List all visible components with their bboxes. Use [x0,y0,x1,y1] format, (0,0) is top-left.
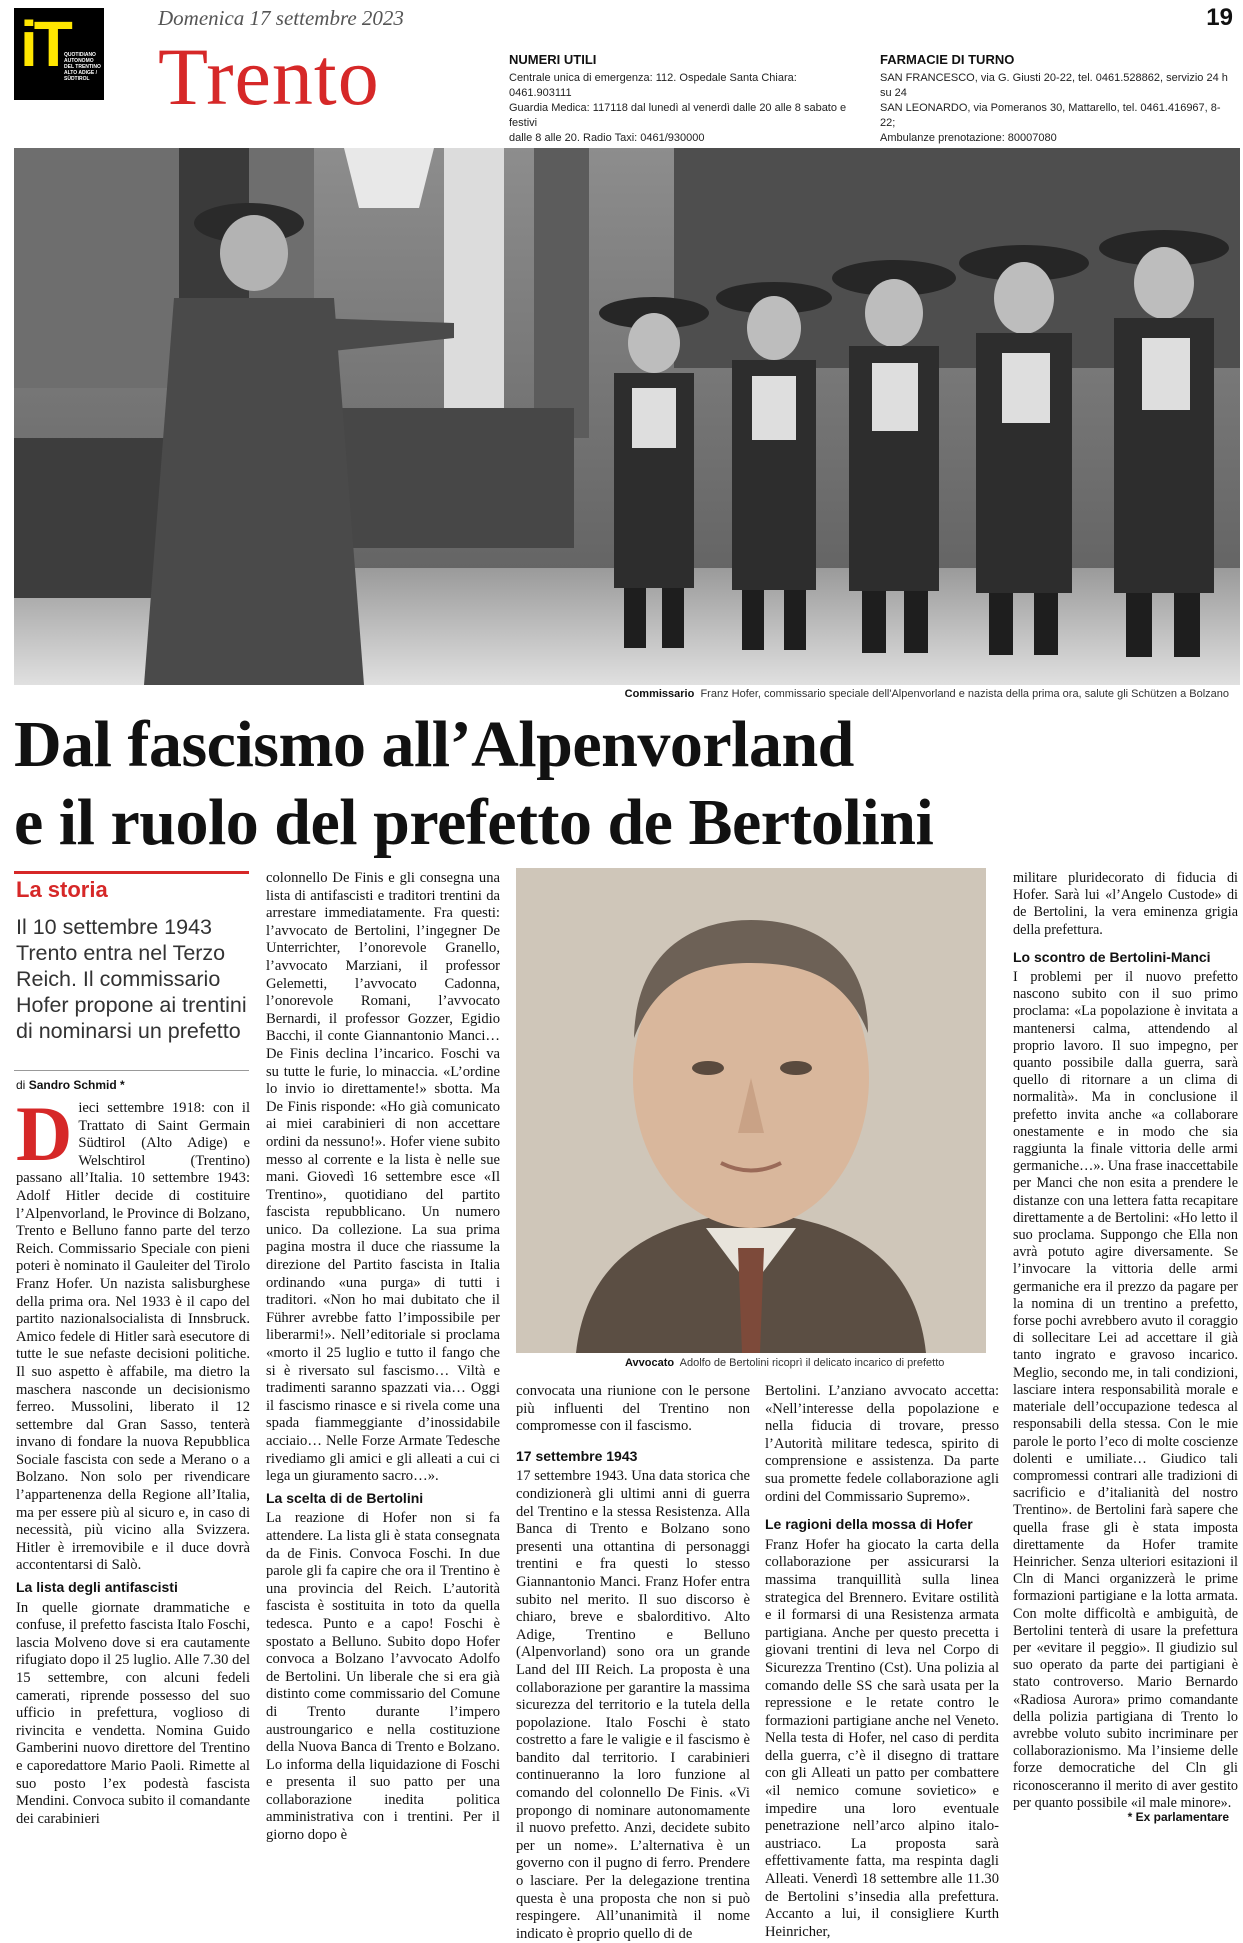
useful-numbers-box [509,52,849,146]
subheading-scontro: Lo scontro de Bertolini-Manci [1013,948,1211,965]
subheading-ragioni: Le ragioni della mossa di Hofer [765,1516,973,1533]
useful-numbers-line: Guardia Medica: 117118 dal lunedì al venerdì dalle 20 alle 8 sabato e festivi [509,102,847,129]
subheading-17-settembre: 17 settembre 1943 [516,1447,638,1464]
subheading-antifascisti: La lista degli antifascisti [16,1579,178,1596]
col5-paragraph-2: I problemi per il nuovo prefetto nascono subito con il suo primo proclama: «La popolazione è invitata a mantenersi calma, attendendo al proprio lavoro. Il suo impegno, per quanto possibile dalla guerra, sarà quello di ritornare a un clima di normalità». Ma in conclusione il prefetto invita anche «a collaborare onestamente e in modo che sia raggiunta la finale vittoria delle armi germaniche…». Una frase inaccettabile per Manci che non esita a prendere le distanze con una lettera fatta recapitare direttamente a de Bertolini: «Ho letto il suo proclama. Suppongo che Ella non avrà potuto agire diversamente. Se l’invocare la vittoria delle armi germaniche era il prezzo da pagare per la nomina di un trentino a prefetto, forse pochi avrebbero avuto il coraggio di sollecitare Lei ad accettare il già tanto ingrato e gravoso incarico. Meglio, secondo me, in tali condizioni, lasciare intera responsabilità morale e materiale dell’occupazione tedesca al responsabili della stessa. Con le mie parole le porto l’eco di molte coscienze dolenti e umiliate… Giudico tali compromessi contrari alle tradizioni di sacrificio e d’italianità del nostro Trentino». de Bertolini farà sapere che quella frase gli è stata imposta direttamente da Hofer tramite Heinricher. Senza ulteriori esitazioni il Cln di Manci organizzerà le prime formazioni partigiane e la lotta armata. Con molte difficoltà e ambiguità, de Bertolini tenterà di usare la prefettura per «evitare il peggio». Il giudizio sul suo operato da parte dei partigiani è stato controverso. Mario Bernardo «Radiosa Aurora» primo comandante della polizia partigiana di Trento lo avrebbe voluto subito incriminare per collaborazionismo. Ma l’insieme delle forze democratiche del Cln gli riconosceranno il merito di aver gestito per quanto possibile «il male minore». [1013,969,1238,1811]
hero-photo [14,148,1240,685]
pharmacies-title: FARMACIE DI TURNO [880,52,1015,67]
portrait-illustration [516,868,986,1353]
portrait-caption-label: Avvocato [625,1357,675,1369]
hero-caption [625,688,1229,700]
hero-caption-text: Franz Hofer, commissario speciale dell'Alpenvorland e nazista della prima ora, salute gli Schützen a Bolzano [700,688,1229,700]
portrait-photo [516,868,986,1353]
author-footnote: * Ex parlamentare [1127,1810,1229,1824]
col5-paragraph-1: militare pluridecorato di fiducia di Hofer. Sarà lui «l’Angelo Custode» di de Bertolini, la vera eminenza grigia della prefettura. [1013,870,1238,938]
col3-paragraph-2: 17 settembre 1943. Una data storica che condizionerà gli ultimi anni di guerra del Trentino e la stessa Resistenza. Alla Banca di Trento e Bolzano sono presenti una ottantina di personaggi trentini e fra questi lo stesso Giannantonio Manci. Franz Hofer entra subito nel merito. Il suo discorso è chiaro, breve e sbalorditivo. Alto Adige, Trentino e Belluno (Alpenvorland) sono ora un grande Land del III Reich. La proposta è una collaborazione per garantire la massima sicurezza del territorio e la tutela della popolazione. Italo Foschi è stato costretto a fare le valigie e il fascismo è bandito dal territorio. I carabinieri continueranno la loro funzione al comando del colonnello De Finis. «Vi propongo di nominare autonomamente il nuovo prefetto. Anzi, decidete subito per un nome». L’alternativa è un governo con il pugno di ferro. Prendere o lasciare. Per la delegazione trentina questa è una proposta che non si può respingere. All’unanimità il nome indicato è proprio quello di de [516,1468,750,1942]
headline [14,706,1240,862]
article-column-5 [1013,870,1238,1812]
drop-cap: D [16,1090,73,1177]
col1-paragraph-2: In quelle giornate drammatiche e confuse, il prefetto fascista Italo Foschi, lascia Molveno dove si era cautamente rifugiato dopo il 25 luglio. Alle 7.30 del 15 settembre, con alcuni fedeli camerati, riprende possesso del suo ufficio in prefettura, voglioso di rivincita e vendetta. Nomina Guido Gamberini nuovo direttore del Trentino e caporedattore Mario Paoli. Rimette al suo posto l’ex podestà fascista Mendini. Convoca subito il comandante dei carabinieri [16,1599,250,1827]
headline-line-2: e il ruolo del prefetto de Bertolini [14,786,934,859]
kicker-rule [14,871,249,874]
byline-author: Sandro Schmid * [28,1078,125,1092]
col2-paragraph-1: colonnello De Finis e gli consegna una lista di antifascisti e traditori trentini da arrestare immediatamente. Fra questi: l’avvocato de Bertolini, l’ingegner De Unterrichter, l’onorevole Granello, l’avvocato Marziani, il professor Gelemetti, l’avvocato Cadonna, l’onorevole Romani, l’avvocato Bernardi, il professor Gozzer, Egidio Bacchi, il conte Giannantonio Manci… De Finis declina l’incarico. Foschi va su tutte le furie, lo minaccia. «L’ordine lo invio io direttamente!» sbotta. Ma De Finis risponde: «Ho già comunicato ai miei carabinieri di non accettare ordini da nessuno!». Hofer viene subito messo al corrente e la lista è nelle sue mani. Giovedì 16 settembre esce «Il Trentino», quotidiano del partito fascista repubblicano. Un numero unico. Da collezione. La sua prima pagina mostra il duce che riassume la direzione del Partito fascista in Italia ordinando «una purga» di tutti i traditori. «Non ho mai dubitato che il Führer avrebbe fatto l’impossibile per liberarmi!». Nell’editoriale si proclama «morto il 25 luglio e tutto il fango che si è riversato sul fascismo… Viltà e tradimenti saranno spazzati via… Oggi il fascismo rinasce e si rivela come una spada fiammeggiante d’inossidabile acciaio… Nelle Forze Armate Tedesche rivediamo gli amici e gli alleati a cui ci lega un giuramento sacro…». [266,870,500,1485]
portrait-caption-text: Adolfo de Bertolini ricoprì il delicato incarico di prefetto [679,1357,945,1369]
col4-paragraph-1: Bertolini. L’anziano avvocato accetta: «Nell’interesse della popolazione e nella fiducia di trovare, presso l’Autorità militare tedesca, spirito di comprensione e assistenza. Da parte sua promette fedele collaborazione agli ordini del Commissario Supremo». [765,1383,999,1505]
col3-paragraph-1: convocata una riunione con le persone più influenti del Trentino non compromesse con il fascismo. [516,1383,750,1435]
logo-tagline: QUOTIDIANO AUTONOMO DEL TRENTINO ALTO ADIGE / SÜDTIROL [64,52,101,82]
byline-prefix: di [16,1078,26,1092]
portrait-caption [625,1357,944,1369]
article-column-3 [516,1383,750,1943]
page-number: 19 [1206,4,1233,31]
issue-date: Domenica 17 settembre 2023 [158,6,404,30]
pharmacies-box [880,52,1235,146]
col2-paragraph-2: La reazione di Hofer non si fa attendere. La lista gli è stata consegnata da de Finis. Convoca Foschi. In due parole gli fa capire che ora il Trentino è una provincia del Reich. L’autorità fascista è sostituita in toto da quella tedesca. Punto e a capo! Foschi è spostato a Belluno. Subito dopo Hofer convoca a Bolzano l’avvocato Adolfo de Bertolini. Un liberale che si era già distinto come commissario del Comune di Trento durante l’impero austroungarico e nella costituzione della Nuova Banca di Trento e Bolzano. Lo informa della liquidazione di Foschi e presenta il suo patto per una collaborazione inedita politica amministrativa con i trentini. Per il giorno dopo è [266,1510,500,1844]
col4-paragraph-2: Franz Hofer ha giocato la carta della collaborazione per assicurarsi la massima tranquillità sulla linea strategica del Brennero. Evitare ostilità e il formarsi di una Resistenza armata partigiana. Anche per questo precetta i giovani trentini di leva nel Corpo di Sicurezza Trentino (Cst). Una polizia al comando delle SS che sarà usata per la repressione e le retate contro le formazioni partigiane anche nel Veneto. Nella testa di Hofer, nel caso di perdita della guerra, c’è il disegno di trattare con gli Alleati un patto per combattere «il nemico comune sovietico» e impedire una loro eventuale penetrazione nell’arco alpino italo-austriaco. La proposta sarà effettivamente fatta, ma respinta dagli Alleati. Venerdì 18 settembre alle 11.30 de Bertolini s’insedia alla prefettura. Accanto a lui, il consigliere Kurth Heinricher, [765,1536,999,1940]
pharmacies-line: SAN LEONARDO, via Pomeranos 30, Mattarello, tel. 0461.416967, 8-22; [880,102,1221,129]
pharmacies-line: SAN FRANCESCO, via G. Giusti 20-22, tel. 0461.528862, servizio 24 h su 24 [880,72,1228,99]
article-column-1 [16,1090,250,1828]
useful-numbers-line: Centrale unica di emergenza: 112. Ospedale Santa Chiara: 0461.903111 [509,72,797,99]
pharmacies-line: Ambulanze prenotazione: 80007080 [880,132,1057,144]
logo-mark: iT [20,8,69,80]
section-title: Trento [158,31,380,122]
hero-caption-label: Commissario [624,688,695,700]
subheading-scelta: La scelta di de Bertolini [266,1489,424,1506]
article-summary: Il 10 settembre 1943 Trento entra nel Terzo Reich. Il commissario Hofer propone ai trentini di nominarsi un prefetto [16,915,247,1043]
useful-numbers-title: NUMERI UTILI [509,52,597,67]
article-kicker: La storia [16,877,108,902]
newspaper-logo[interactable] [14,8,104,100]
headline-line-1: Dal fascismo all’Alpenvorland [14,708,854,781]
article-column-4 [765,1383,999,1941]
useful-numbers-line: dalle 8 alle 20. Radio Taxi: 0461/930000 [509,132,705,144]
article-column-2 [266,870,500,1845]
byline-divider [14,1070,249,1071]
hero-photo-illustration [14,148,1240,685]
col1-paragraph-1: ieci settembre 1918: con il Trattato di Saint Germain Südtirol (Alto Adige) e Welschtirol (Trentino) passano all’Italia. 10 settembre 1943: Adolf Hitler decide di costituire l’Alpenvorland, le Province di Bolzano, Trento e Belluno fanno parte del terzo Reich. Commissario Speciale con pieni poteri è nominato il Gauleiter del Tirolo Franz Hofer. Un nazista salisburghese della prima ora. Nel 1933 è il capo del partito nazionalsocialista di Innsbruck. Amico fedele di Hitler sarà esecutore di tutte le sue nefaste decisioni politiche. Il suo aspetto è affabile, ma dietro la maschera nasconde un decisionismo ferreo. Mussolini, liberato il 12 settembre dal Gran Sasso, tenterà invano di fondare la nuova Repubblica Sociale fascista con sede a Merano o a Bolzano. Non solo per rivendicare l’appartenenza della Regione all’Italia, ma per essere più al sicuro e, in caso di necessità, più vicino alla Svizzera. Hitler è irremovibile e il duce dovrà accontentarsi di Salò. [16,1100,250,1574]
